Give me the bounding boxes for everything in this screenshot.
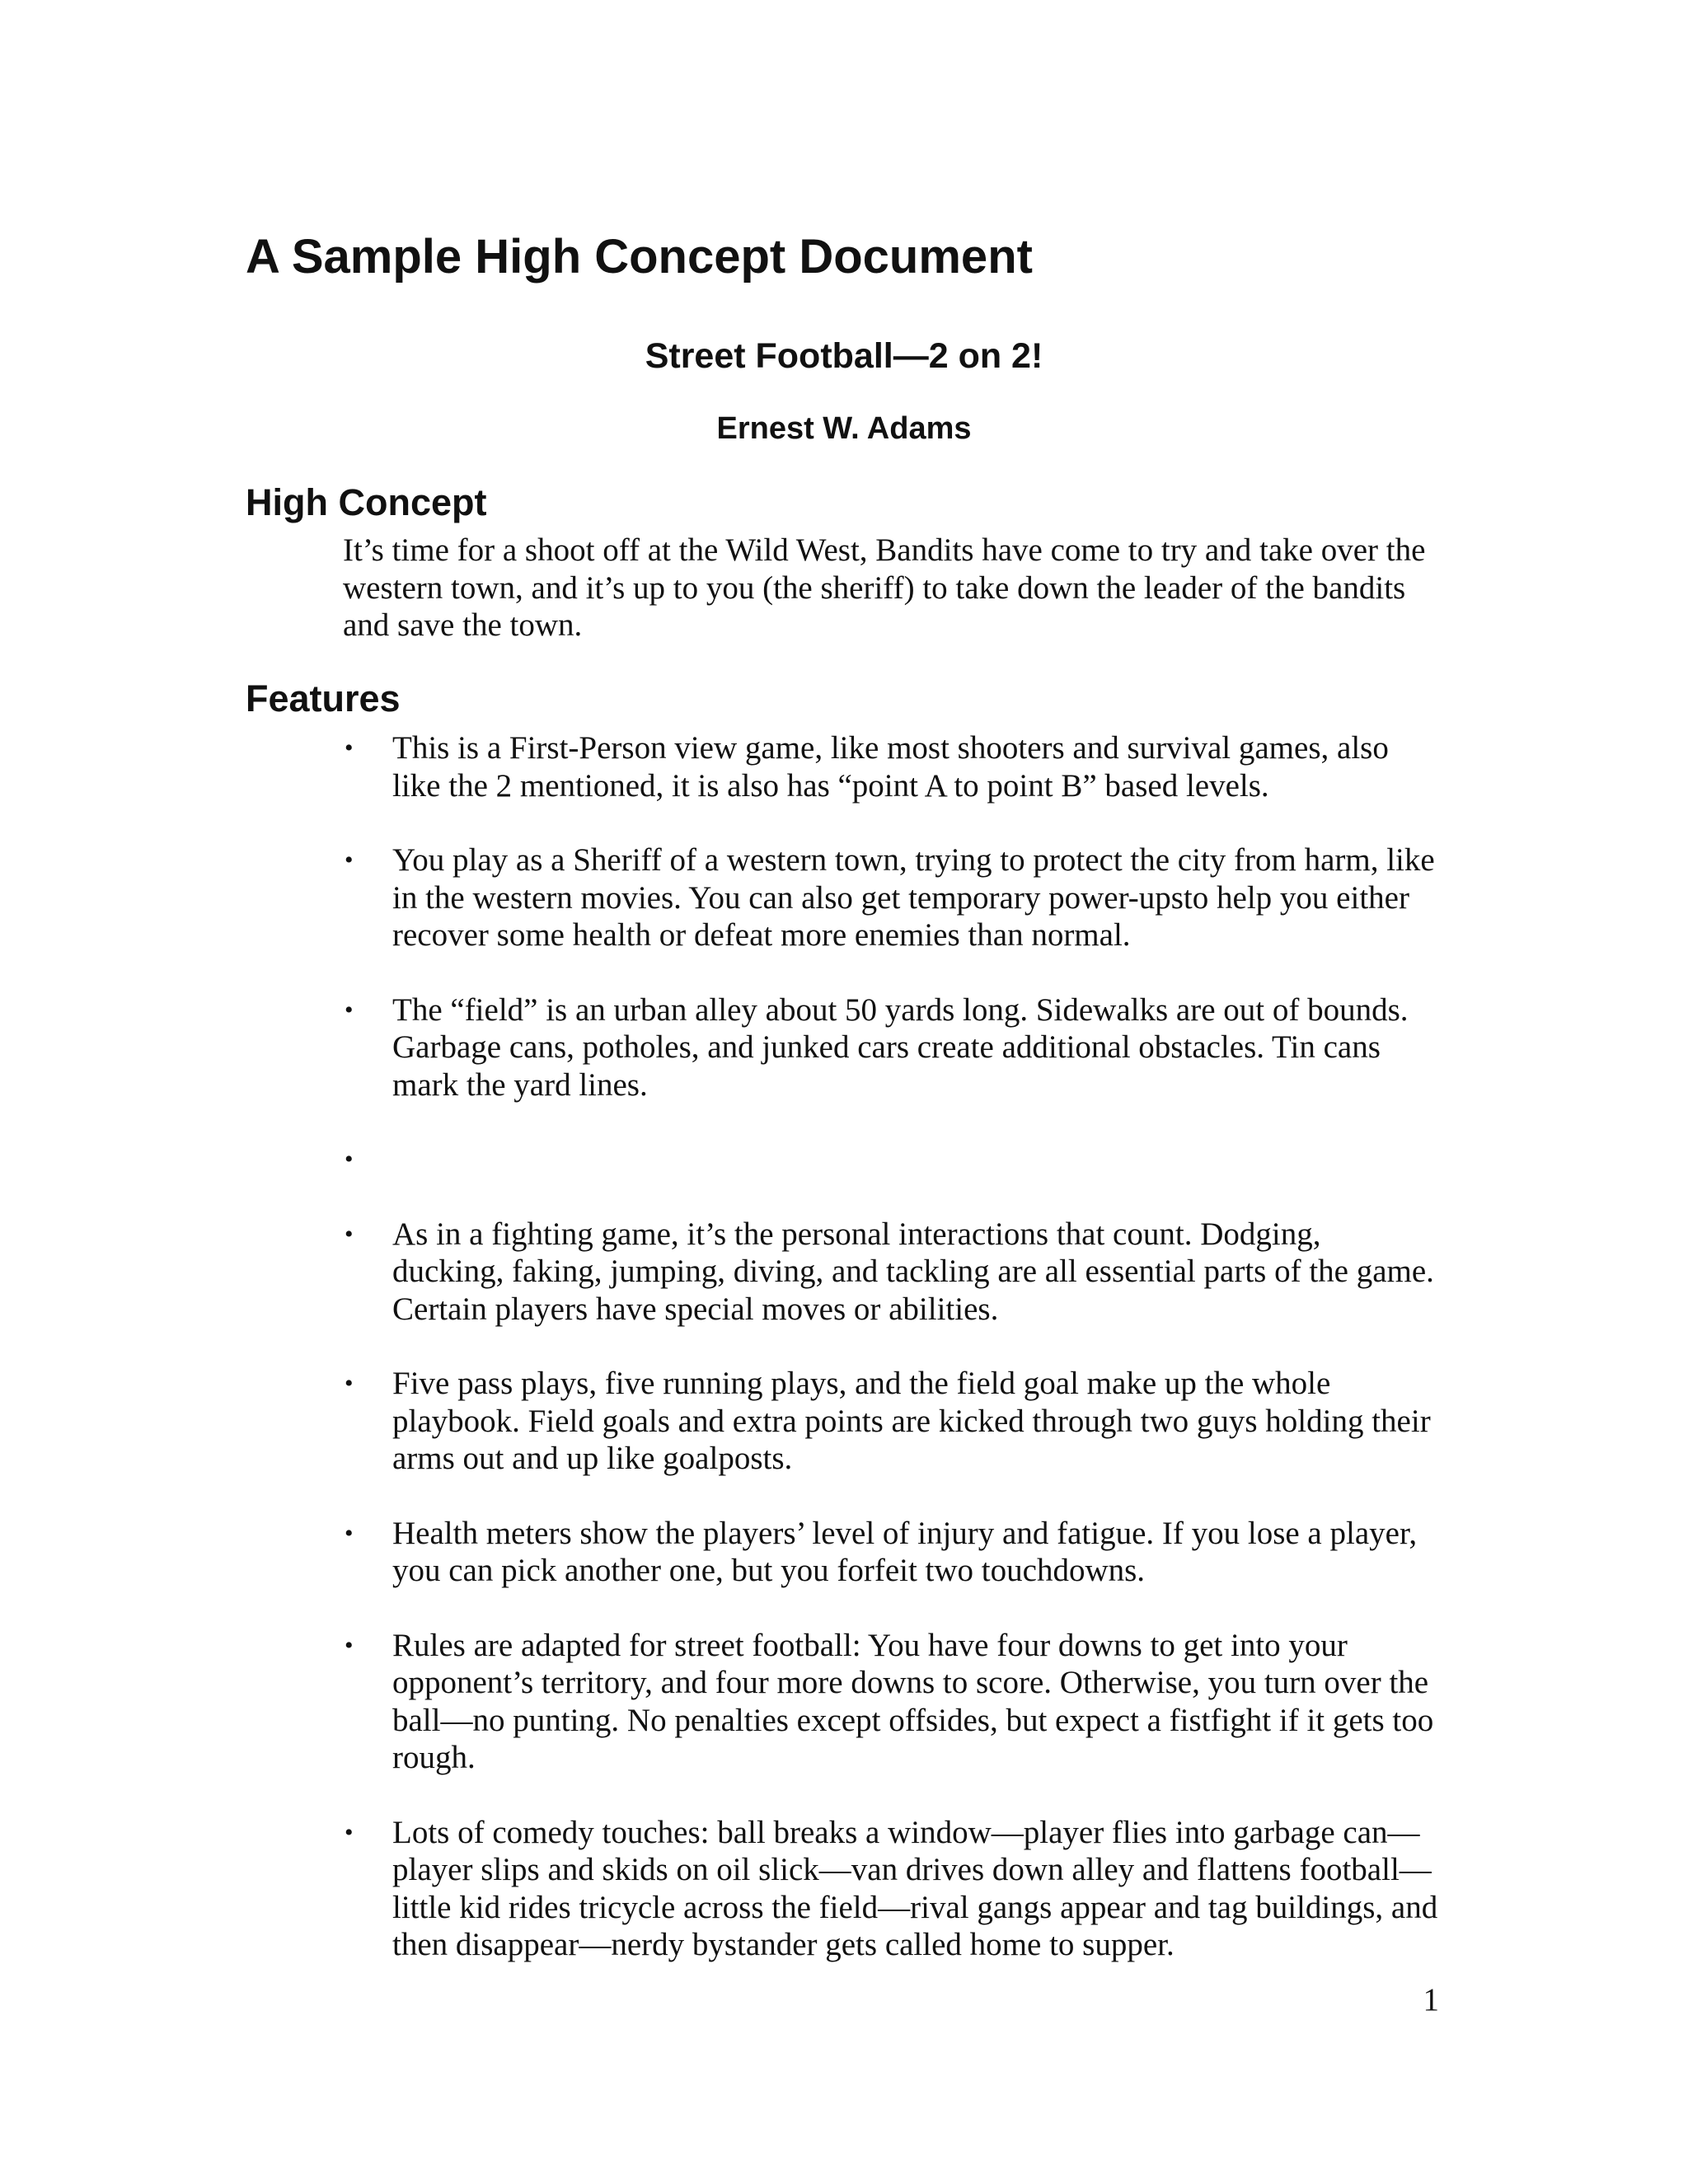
feature-item-text: Rules are adapted for street football: You have four downs to get into your opponent’s territory, and four more downs to score. Otherwise, you turn over the ball—no punting. No penalties except offsides, but expect a fistfight if it gets too rough. [392,1627,1434,1775]
bullet-icon: • [345,1220,354,1248]
feature-item-text: Five pass plays, five running plays, and the field goal make up the whole playbook. Field goals and extra points are kicked through two guys holding their arms out and up like goalposts. [392,1366,1431,1476]
feature-item-empty [343,1141,1439,1179]
feature-item-text: You play as a Sheriff of a western town, trying to protect the city from harm, like in the western movies. You can also get temporary power-upsto help you either recover some health or defeat more enemies than normal. [392,842,1435,953]
page-number: 1 [1423,1982,1439,2018]
feature-item-text: Health meters show the players’ level of injury and fatigue. If you lose a player, you can pick another one, but you forfeit two touchdowns. [392,1515,1418,1588]
bullet-icon: • [345,1631,354,1659]
bullet-icon: • [345,734,354,762]
bullet-icon: • [345,1146,354,1173]
document-subtitle: Street Football—2 on 2! [645,336,1043,376]
feature-item [343,1515,1439,1590]
features-heading: Features [246,677,401,719]
bullet-icon: • [345,1519,354,1547]
bullet-icon: • [345,846,354,874]
feature-item [343,991,1439,1104]
feature-item-text: As in a fighting game, it’s the personal interactions that count. Dodging, ducking, faking, jumping, diving, and tackling are all essential parts of the game. Certain players have special moves or abilities. [392,1216,1434,1327]
feature-item [343,729,1439,804]
feature-item-text: This is a First-Person view game, like most shooters and survival games, also like the 2 mentioned, it is also has “point A to point B” based levels. [392,730,1389,804]
feature-item-text: The “field” is an urban alley about 50 yards long. Sidewalks are out of bounds. Garbage cans, potholes, and junked cars create additional obstacles. Tin cans mark the yard lines. [392,991,1409,1103]
bullet-icon: • [345,1818,354,1846]
bullet-icon: • [345,1370,354,1397]
high-concept-heading: High Concept [246,481,487,523]
feature-item [343,1627,1439,1777]
feature-item-text: Lots of comedy touches: ball breaks a window—player flies into garbage can—player slips and skids on oil slick—van drives down alley and flattens football—little kid rides tricycle across the field—rival gangs appear and tag buildings, and then disappear—nerdy bystander gets called home to supper. [392,1814,1438,1962]
features-list [343,729,1439,2001]
feature-item [343,841,1439,954]
document-title: A Sample High Concept Document [246,230,1033,284]
feature-item-text [392,1141,1439,1179]
bullet-icon: • [345,996,354,1024]
high-concept-text: It’s time for a shoot off at the Wild West, Bandits have come to try and take over the western town, and it’s up to you (the sheriff) to take down the leader of the bandits and save the town. [343,532,1426,643]
document-author: Ernest W. Adams [716,411,972,446]
feature-item [343,1814,1439,1964]
feature-item [343,1365,1439,1478]
feature-item [343,1216,1439,1329]
